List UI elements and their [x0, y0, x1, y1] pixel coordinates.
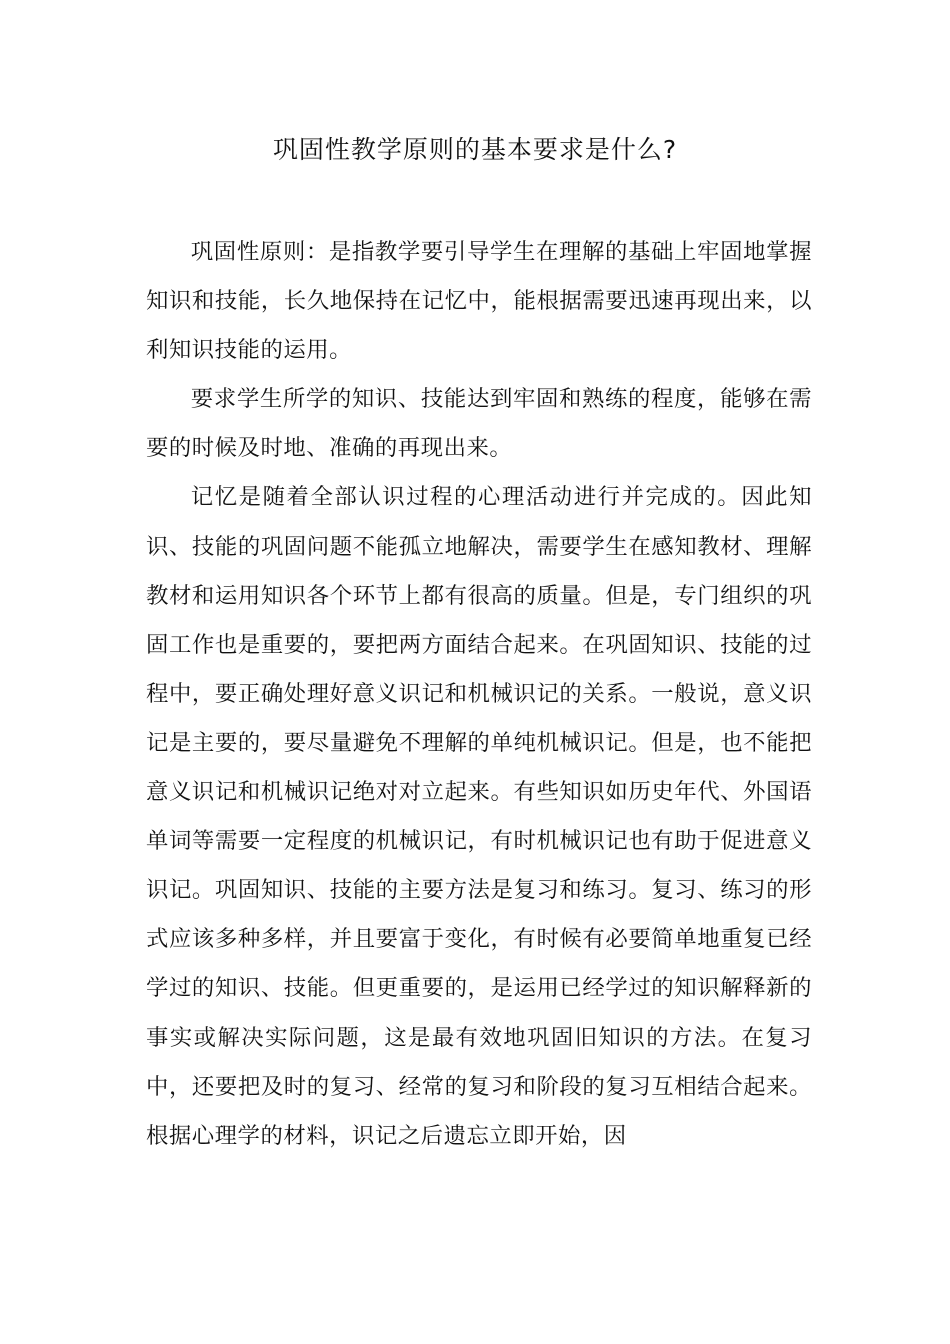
page-title: 巩固性教学原则的基本要求是什么? — [272, 135, 678, 164]
paragraph-definition: 巩固性原则：是指教学要引导学生在理解的基础上牢固地掌握知识和技能，长久地保持在记忆中，能根据需要迅速再现出来，以利知识技能的运用。 — [146, 239, 812, 364]
document-body — [146, 228, 812, 1161]
paragraph-requirement: 要求学生所学的知识、技能达到牢固和熟练的程度，能够在需要的时候及时地、准确的再现出来。 — [146, 386, 812, 462]
paragraph-memory-explanation: 记忆是随着全部认识过程的心理活动进行并完成的。因此知识、技能的巩固问题不能孤立地解决，需要学生在感知教材、理解教材和运用知识各个环节上都有很高的质量。但是，专门组织的巩固工作也是重要的，要把两方面结合起来。在巩固知识、技能的过程中，要正确处理好意义识记和机械识记的关系。一般说，意义识记是主要的，要尽量避免不理解的单纯机械识记。但是，也不能把意义识记和机械识记绝对对立起来。有些知识如历史年代、外国语单词等需要一定程度的机械识记，有时机械识记也有助于促进意义识记。巩固知识、技能的主要方法是复习和练习。复习、练习的形式应该多种多样，并且要富于变化，有时候有必要简单地重复已经学过的知识、技能。但更重要的，是运用已经学过的知识解释新的事实或解决实际问题，这是最有效地巩固旧知识的方法。在复习中，还要把及时的复习、经常的复习和阶段的复习互相结合起来。根据心理学的材料，识记之后遗忘立即开始，因 — [146, 484, 812, 1149]
